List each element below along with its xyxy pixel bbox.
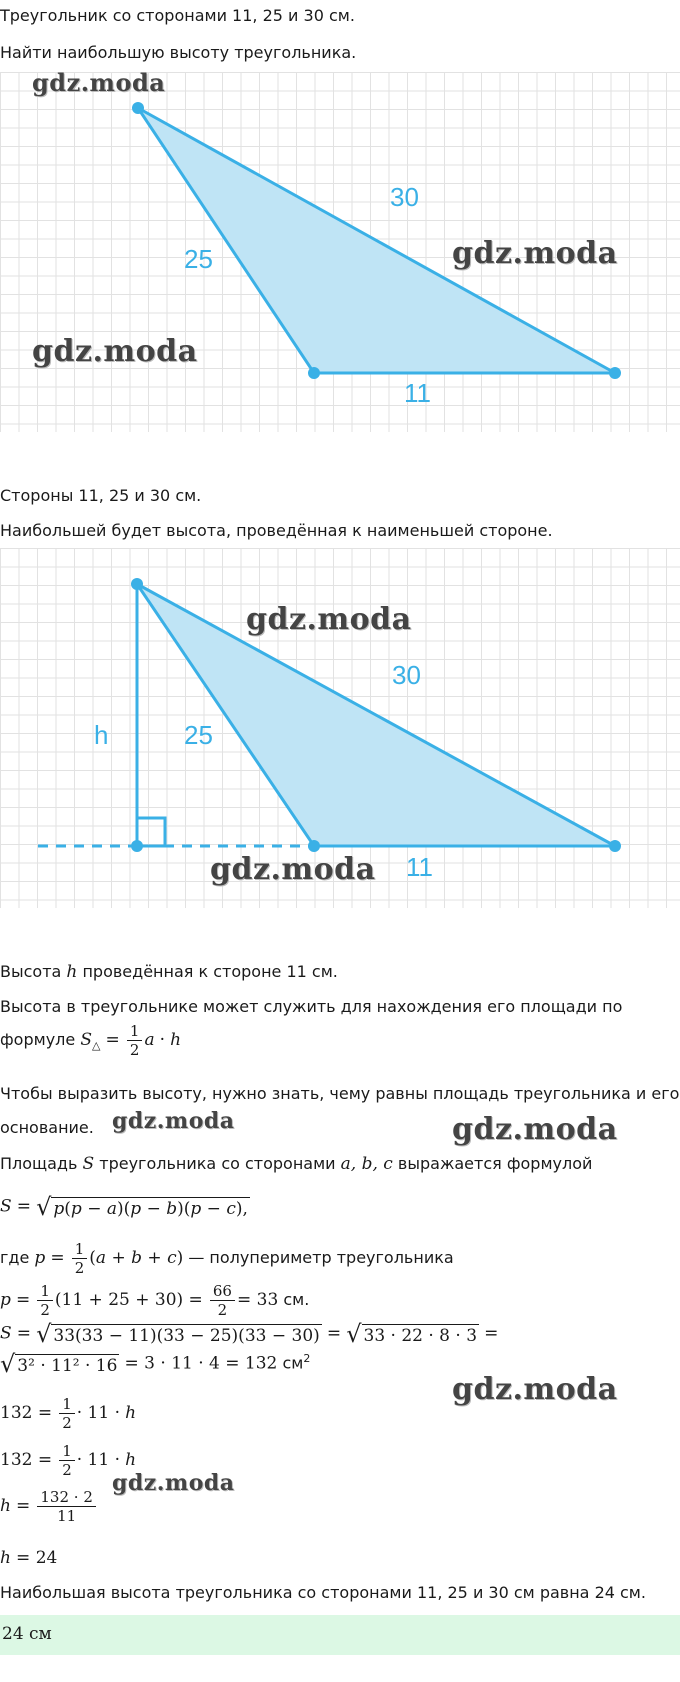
- heron-intro: Площадь S треугольника со сторонами a, b, c выражается формулой: [0, 1154, 593, 1174]
- figure-2: [0, 548, 680, 908]
- semiperimeter-calc: p = $\frac{1}{2}$ (11 + 25 + 30) = $\frac{66}{2}$ = 33 см.: [0, 1282, 310, 1319]
- answer-box: [0, 1615, 680, 1655]
- height-label: h: [94, 720, 109, 750]
- watermark: gdz.moda: [452, 1372, 618, 1407]
- sides-statement: Стороны 11, 25 и 30 см.: [0, 486, 202, 505]
- problem-statement: Треугольник со сторонами 11, 25 и 30 см.: [0, 6, 355, 25]
- area-formula-line: формуле $S_\triangle$ = $\frac{1}{2}$ a · h: [0, 1022, 182, 1059]
- watermark: gdz.moda: [452, 236, 618, 271]
- base-statement: основание.: [0, 1118, 94, 1137]
- watermark: gdz.moda: [210, 852, 376, 887]
- area-calc-2: √ 3² · 11² · 16 = 3 · 11 · 4 = 132 $см^2$: [0, 1350, 311, 1378]
- watermark: gdz.moda: [452, 1112, 618, 1147]
- area-use-statement: Высота в треугольнике может служить для нахождения его площади по: [0, 997, 623, 1016]
- area-calc-1: S = √ 33(33 − 11)(33 − 25)(33 − 30) = √ 33 · 22 · 8 · 3 =: [0, 1320, 499, 1348]
- watermark: gdz.moda: [112, 1470, 235, 1496]
- watermark: gdz.moda: [112, 1108, 235, 1134]
- side-label-30: 30: [390, 182, 419, 212]
- equation-3: h = $\frac{132 \cdot 2}{11}$: [0, 1488, 98, 1525]
- foot-point: [131, 840, 143, 852]
- need-know-statement: Чтобы выразить высоту, нужно знать, чему равны площадь треугольника и его: [0, 1084, 680, 1103]
- largest-height-statement: Наибольшей будет высота, проведённая к наименьшей стороне.: [0, 521, 553, 540]
- side-label-30: 30: [392, 660, 421, 690]
- side-label-25: 25: [184, 244, 213, 274]
- figure-1: [0, 68, 680, 432]
- vertex-point: [609, 840, 621, 852]
- final-statement: Наибольшая высота треугольника со сторонами 11, 25 и 30 см равна 24 см.: [0, 1583, 646, 1602]
- answer-text: 24 см: [2, 1624, 52, 1644]
- equation-result: h = 24: [0, 1548, 58, 1568]
- watermark: gdz.moda: [32, 334, 198, 369]
- height-statement: Высота h проведённая к стороне 11 см.: [0, 962, 338, 982]
- vertex-point: [308, 367, 320, 379]
- vertex-point: [308, 840, 320, 852]
- equation-1: 132 = $\frac{1}{2}$ · 11 · h: [0, 1395, 137, 1432]
- heron-formula: S = √ p(p − a)(p − b)(p − c),: [0, 1193, 248, 1221]
- side-label-11: 11: [404, 378, 431, 408]
- task-statement: Найти наибольшую высоту треугольника.: [0, 43, 357, 62]
- vertex-point: [131, 578, 143, 590]
- side-label-25: 25: [184, 720, 213, 750]
- vertex-point: [609, 367, 621, 379]
- equation-2: 132 = $\frac{1}{2}$ · 11 · h: [0, 1442, 137, 1479]
- semiperimeter-def: где p = $\frac{1}{2}$ (a + b + c) — полупериметр треугольника: [0, 1240, 454, 1277]
- watermark: gdz.moda: [32, 68, 166, 97]
- vertex-point: [132, 102, 144, 114]
- watermark: gdz.moda: [246, 602, 412, 637]
- side-label-11: 11: [406, 852, 433, 882]
